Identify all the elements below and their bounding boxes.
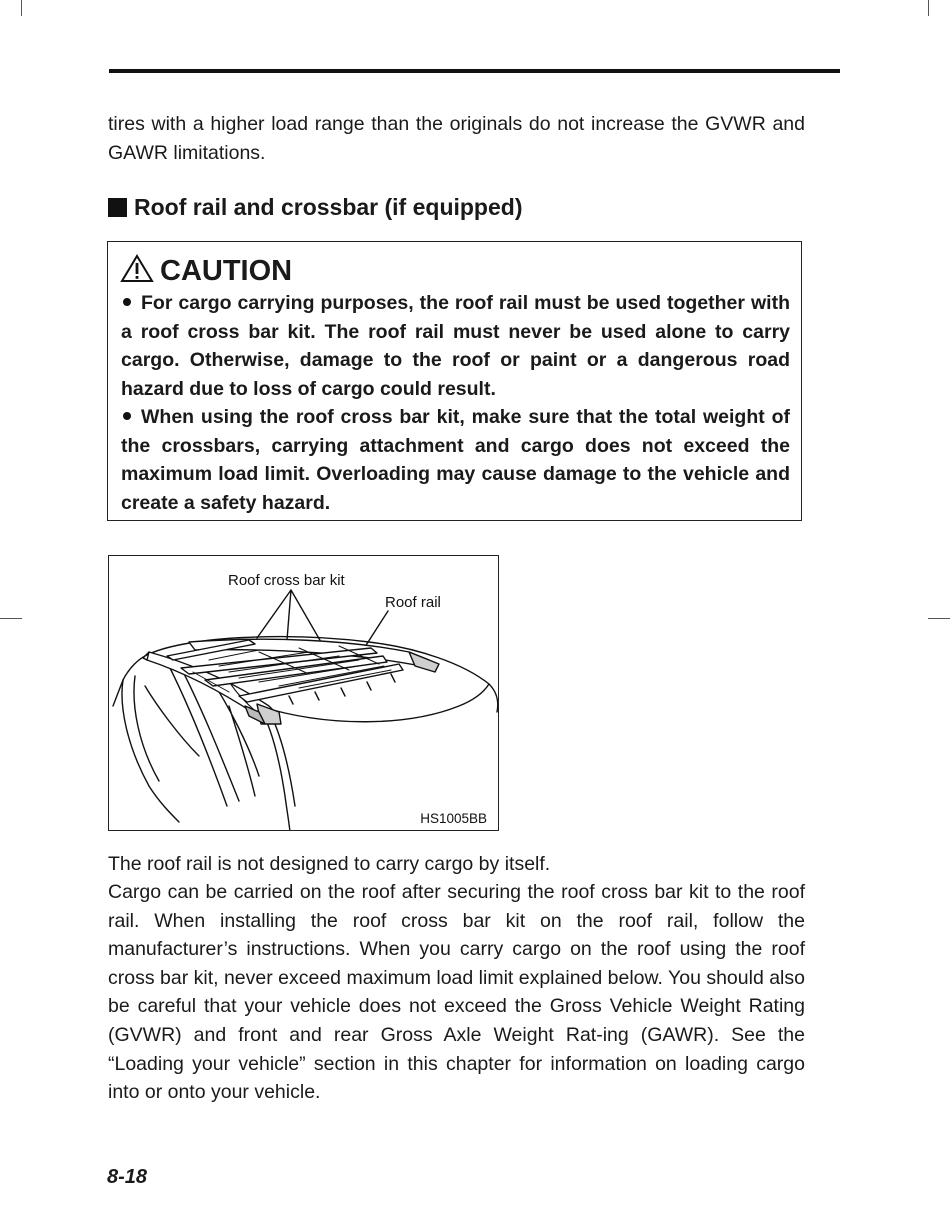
bullet-icon [123,298,131,306]
caution-item-text: When using the roof cross bar kit, make sure that the total weight of the crossbars, carrying attachment and cargo does not exceed the maximum load limit. Overloading may cause damage to the vehicle and create a safety hazard. [121,406,790,514]
body-paragraph-2: Cargo can be carried on the roof after securing the roof cross bar kit to the roof rail. When installing the roof cross bar kit on the roof rail, follow the manufacturer’s instructions. When you carry cargo on the roof using the roof cross bar kit, never exceed maximum load limit explained below. You should also be careful that your vehicle does not exceed the Gross Vehicle Weight Rating (GVWR) and front and rear Gross Axle Weight Rat-ing (GAWR). See the “Loading your vehicle” section in this chapter for information on loading cargo into or onto your vehicle. [108,881,805,1104]
label-roof-rail: Roof rail [385,594,441,611]
crop-mark-top-left [21,0,22,16]
section-heading-text: Roof rail and crossbar (if equipped) [134,194,523,220]
crop-mark-mid-left [0,618,22,619]
intro-paragraph: tires with a higher load range than the originals do not increase the GVWR and GAWR limitations. [108,113,805,164]
caution-body [121,289,790,517]
caution-item [121,403,790,517]
caution-item-text: For cargo carrying purposes, the roof rail must be used together with a roof cross bar kit. The roof rail must never be used alone to carry cargo. Otherwise, damage to the roof or paint or a dangerous road hazard due to loss of cargo could result. [121,292,790,400]
crop-mark-top-right [928,0,929,16]
section-heading [108,194,522,221]
warning-triangle-icon [120,254,154,283]
body-paragraph-1: The roof rail is not designed to carry cargo by itself. [108,853,551,875]
label-roof-cross-bar-kit: Roof cross bar kit [228,572,345,589]
page-number: 8-18 [107,1166,148,1188]
header-rule [109,69,840,73]
caution-item [121,289,790,403]
caution-title-text: CAUTION [160,255,293,287]
square-bullet-icon [108,198,127,217]
bullet-icon [123,412,131,420]
roof-rail-figure [108,555,499,831]
figure-code: HS1005BB [420,811,487,826]
caution-title [120,254,292,288]
caution-box [107,241,802,521]
crop-mark-mid-right [928,618,950,619]
